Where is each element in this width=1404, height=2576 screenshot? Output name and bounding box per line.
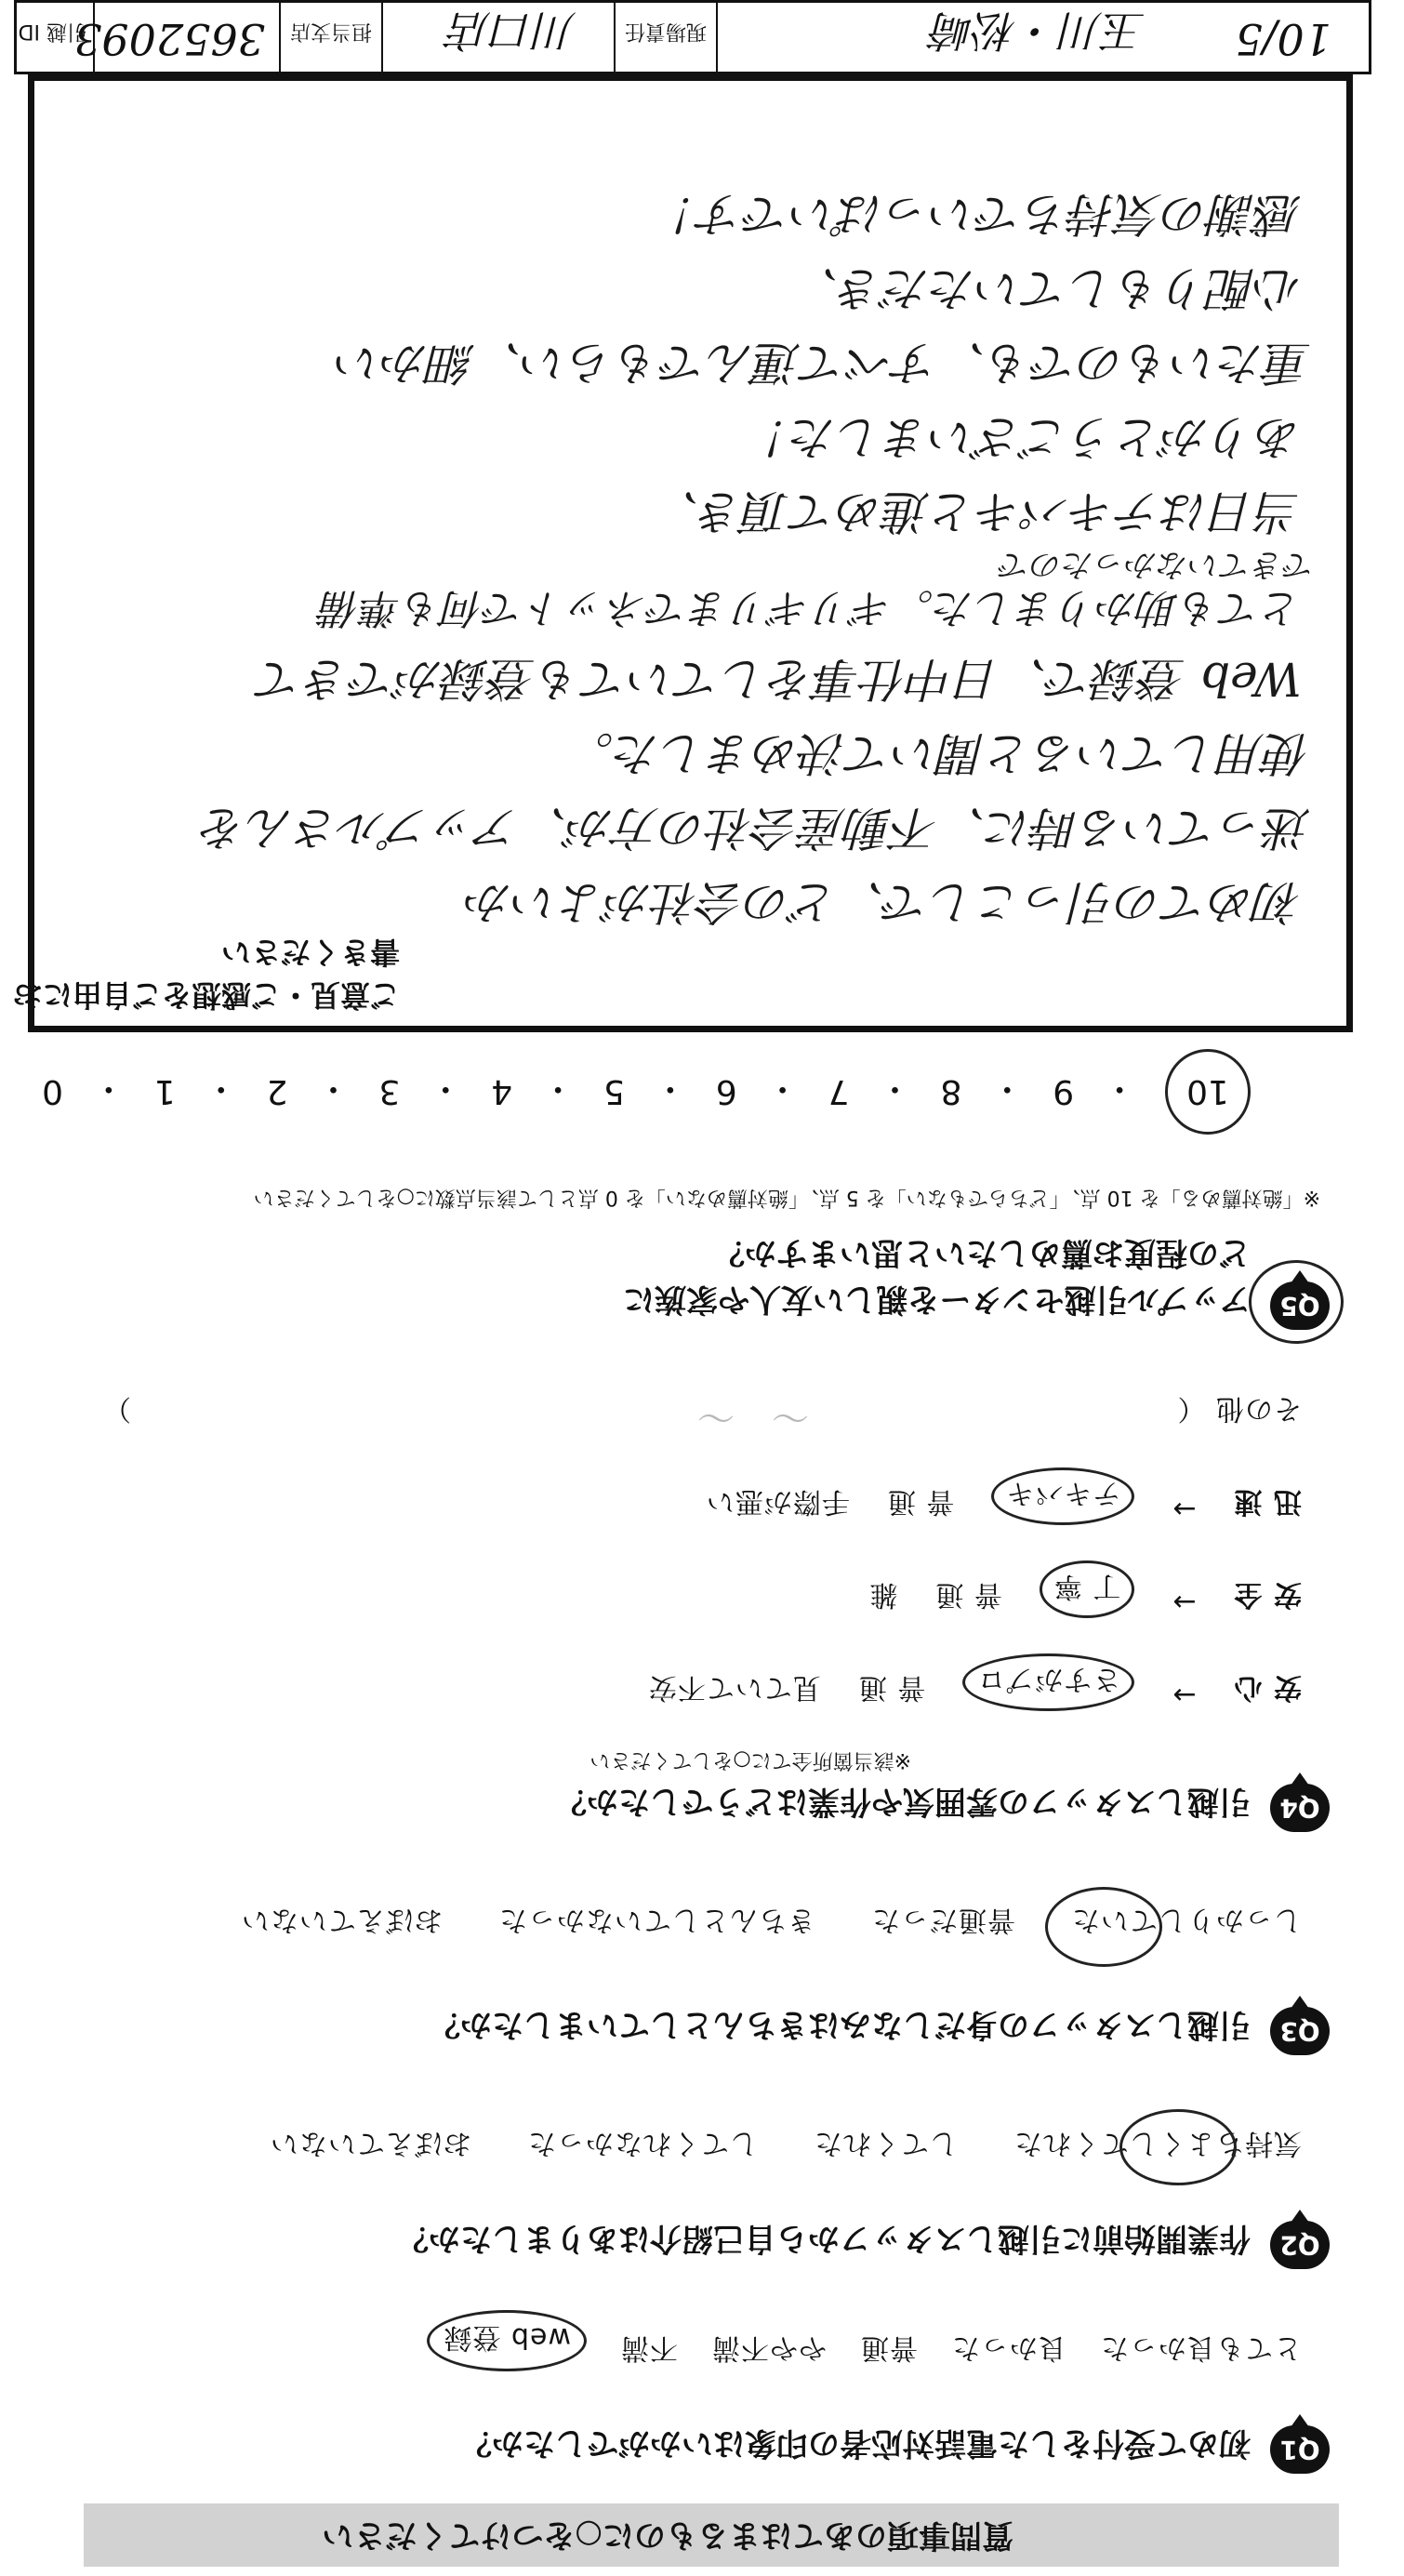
scale-dot: ・ — [878, 1069, 912, 1109]
q5-scale-value[interactable]: 3 — [378, 1072, 401, 1111]
scale-dot: ・ — [204, 1069, 238, 1109]
date-cell — [1201, 3, 1369, 72]
q1-option[interactable]: とても良かった — [1100, 2331, 1302, 2364]
comment-line: Web 登録で、日中仕事をしていても登録ができて — [257, 652, 1302, 706]
scale-dot: ・ — [765, 1069, 800, 1109]
q5-scale-value[interactable]: 7 — [828, 1072, 850, 1111]
scale-dot: ・ — [541, 1069, 576, 1109]
arrow-icon: → — [1172, 1586, 1197, 1618]
comment-heading: ご意見・ご感想をご自由にお書きください — [12, 935, 400, 1013]
q4-option[interactable]: 手際が悪い — [705, 1485, 850, 1518]
q4-other-label: その他 （ — [1176, 1392, 1302, 1425]
id-value: 3652093 — [74, 14, 265, 64]
q1-option[interactable]: 不満 — [620, 2331, 678, 2364]
comment-line: ありがとうございました！ — [744, 410, 1302, 464]
instruction-band — [84, 2503, 1339, 2567]
q3-option-circled[interactable]: しっかりしていた — [1071, 1904, 1302, 1936]
q5-scale — [42, 1049, 1251, 1135]
q1-option[interactable]: 普通 — [860, 2331, 918, 2364]
q5-scale-value[interactable]: 8 — [940, 1072, 962, 1111]
arrow-icon: → — [1172, 1493, 1197, 1525]
branch-label: 担当支店 — [289, 20, 372, 43]
scale-dot: ・ — [1103, 1069, 1137, 1109]
comment-line: 感謝の気持ちでいっぱいです！ — [651, 187, 1302, 241]
id-value-cell — [74, 3, 281, 72]
q4-option-circled[interactable]: テキパキ — [991, 1467, 1134, 1525]
q5-scale-value[interactable]: 9 — [1053, 1072, 1075, 1111]
q2-option[interactable]: おぼえていない — [270, 2127, 471, 2159]
q5-note: ※「絶対薦める」を 10 点、「どちらでもない」を 5 点、「絶対薦めない」を 0 点として該当点数に○をしてください — [253, 1186, 1320, 1209]
q5-scale-value[interactable]: 6 — [715, 1072, 737, 1111]
q4-row-label: 迅 速 — [1233, 1485, 1302, 1518]
q4-option-circled[interactable]: 丁 寧 — [1040, 1560, 1135, 1618]
scale-dot: ・ — [316, 1069, 351, 1109]
q2-option[interactable]: してくれた — [814, 2127, 958, 2159]
q4-option[interactable]: 普 通 — [934, 1578, 1002, 1611]
q2-option-circled[interactable]: 気持ちよくしてくれた — [1013, 2127, 1302, 2159]
q1-option[interactable]: やや不満 — [711, 2331, 827, 2364]
q3-option[interactable]: きちんとしていなかった — [498, 1904, 815, 1936]
q4-option[interactable]: 見ていて不安 — [647, 1671, 821, 1704]
q4-note: ※該当箇所全てに○をしてください — [589, 1748, 911, 1772]
branch-value: 川口店 — [448, 6, 576, 56]
q1-badge: Q1 — [1270, 2425, 1330, 2474]
date-value: 10/5 — [1235, 14, 1331, 64]
q5-selection-mark — [1249, 1260, 1344, 1344]
q2-badge: Q2 — [1270, 2221, 1330, 2269]
leader-label-cell — [616, 3, 718, 72]
q5-scale-value[interactable]: 1 — [153, 1072, 176, 1111]
q5-scale-value[interactable]: 4 — [491, 1072, 513, 1111]
q5-question-line2: どの程度お薦めしたいと思いますか？ — [713, 1234, 1251, 1271]
branch-value-cell — [383, 3, 616, 72]
q2-selection-mark — [1119, 2109, 1237, 2185]
comment-margin-note: できていなかったので — [1000, 546, 1316, 583]
q4-question: 引越しスタッフの雰囲気や作業はどうでしたか？ — [555, 1783, 1251, 1820]
id-label-cell — [17, 3, 95, 72]
id-label: 引越 ID — [18, 20, 87, 43]
comment-line: 当日はテキパキと進めて頂き、 — [653, 485, 1302, 538]
q3-badge: Q3 — [1270, 2007, 1330, 2055]
q4-row-jinsoku — [706, 1467, 1302, 1525]
q4-option-circled[interactable]: さすがプロ — [962, 1653, 1134, 1711]
leader-label: 現場責任 — [624, 20, 707, 43]
q4-row-label: 安 心 — [1233, 1671, 1302, 1704]
q5-scale-value[interactable]: 0 — [42, 1072, 63, 1111]
scale-dot: ・ — [653, 1069, 687, 1109]
q1-options — [427, 2310, 1302, 2371]
scale-dot: ・ — [429, 1069, 463, 1109]
q2-question: 作業開始前に引越しスタッフから自己紹介はありましたか？ — [397, 2220, 1251, 2257]
q5-question-line1: アップル引越センターを親しい友人や家族に — [623, 1281, 1251, 1318]
q3-selection-mark — [1045, 1887, 1162, 1967]
info-table — [14, 0, 1371, 74]
branch-label-cell — [281, 3, 383, 72]
scale-dot: ・ — [91, 1069, 126, 1109]
q4-row-anzen — [868, 1560, 1302, 1618]
q4-row-label: 安 全 — [1233, 1578, 1302, 1611]
q4-option[interactable]: 雑 — [868, 1578, 898, 1611]
q2-option[interactable]: してくれなかった — [527, 2127, 758, 2159]
leader-value: 玉川・松崎 — [932, 6, 1146, 56]
q1-question: 初めて受付をした電話対応者の印象はいかがでしたか？ — [460, 2424, 1251, 2462]
q4-other-faint-writing: 〜 〜 — [697, 1395, 809, 1438]
comment-line: 迷っている時に、不動産会社の方が、アップルさんを — [200, 801, 1311, 855]
q4-other-close: ） — [102, 1392, 131, 1425]
q3-question: 引越しスタッフの身だしなみはきちんとしていましたか？ — [429, 2006, 1251, 2043]
q5-scale-selected[interactable]: 10 — [1165, 1049, 1251, 1135]
q1-option-circled[interactable]: web 登録 — [427, 2310, 587, 2371]
q5-scale-value[interactable]: 2 — [266, 1072, 288, 1111]
comment-line: 使用していると聞いて決めました。 — [567, 726, 1311, 780]
q3-option[interactable]: 普通だった — [871, 1904, 1015, 1936]
q4-option[interactable]: 普 通 — [857, 1671, 926, 1704]
scale-dot: ・ — [990, 1069, 1025, 1109]
q4-option[interactable]: 普 通 — [886, 1485, 955, 1518]
q5-scale-value[interactable]: 5 — [603, 1072, 625, 1111]
arrow-icon: → — [1172, 1679, 1197, 1711]
comment-line: 重たいものでも、すべて運んでもらい、細かい — [336, 336, 1311, 390]
q3-option[interactable]: おぼえていない — [241, 1904, 443, 1936]
leader-value-cell — [718, 3, 1201, 72]
q5-badge: Q5 — [1270, 1281, 1330, 1330]
comment-line: とても助かりました。ギリギリまでネットで何も準備 — [320, 584, 1302, 631]
q1-option[interactable]: 良かった — [951, 2331, 1066, 2364]
q4-row-anshin — [648, 1653, 1302, 1711]
comment-line: 初めての引っこしで、どの会社がよいか — [466, 875, 1302, 929]
instruction-text: 質問事項のあてはまるものに○をつけてください — [322, 2516, 1013, 2554]
q4-badge: Q4 — [1270, 1784, 1330, 1832]
comment-line: 心配りもしていただき、 — [792, 261, 1302, 315]
